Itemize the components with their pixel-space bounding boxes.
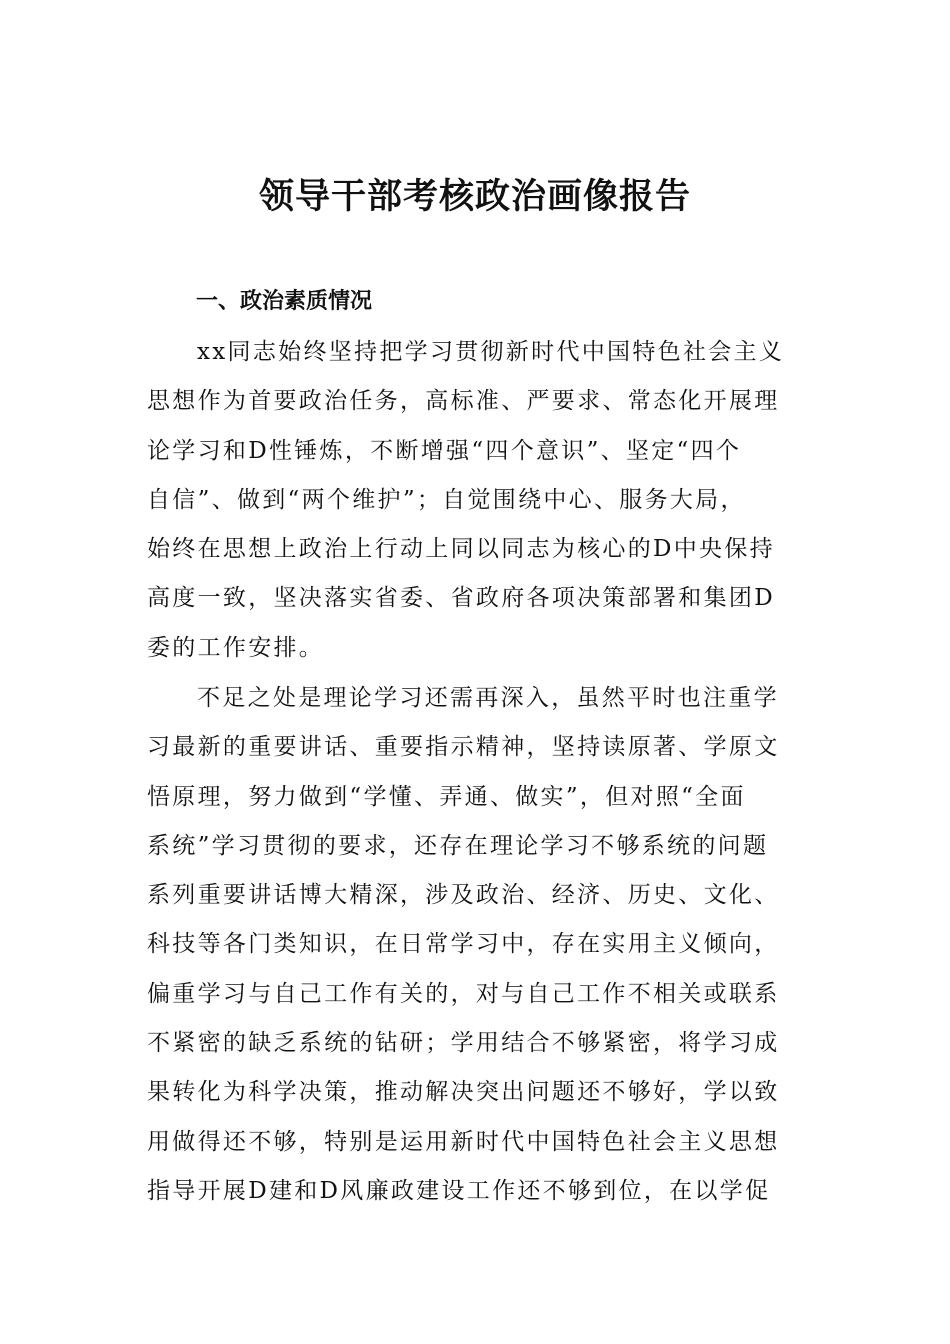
section-heading: 一、政治素质情况 <box>196 289 373 314</box>
paragraph-political-quality <box>147 328 809 673</box>
paragraph-line: 指导开展D建和D风廉政建设工作还不够到位，在以学促 <box>147 1177 771 1204</box>
paragraph-line: 自信”、做到“两个维护”；自觉围绕中心、服务大局， <box>147 486 746 513</box>
paragraph-line: 不紧密的缺乏系统的钻研；学用结合不够紧密，将学习成 <box>147 1030 780 1057</box>
paragraph-line: 习最新的重要讲话、重要指示精神，坚持读原著、学原文 <box>147 734 780 761</box>
paragraph-line: 科技等各门类知识，在日常学习中，存在实用主义倾向， <box>147 931 780 958</box>
paragraph-line: 系统”学习贯彻的要求，还存在理论学习不够系统的问题 <box>147 832 769 859</box>
paragraph-line: 始终在思想上政治上行动上同以同志为核心的D中央保持 <box>147 536 775 563</box>
paragraph-line: 论学习和D性锤炼，不断增强“四个意识”、坚定“四个 <box>147 437 742 464</box>
paragraph-line: 用做得还不够，特别是运用新时代中国特色社会主义思想 <box>147 1128 780 1155</box>
paragraph-line: 悟原理，努力做到“学懂、弄通、做实”，但对照“全面 <box>147 783 746 810</box>
paragraph-line: 果转化为科学决策，推动解决突出问题还不够好，学以致 <box>147 1079 780 1106</box>
paragraph-line: 不足之处是理论学习还需再深入，虽然平时也注重学 <box>197 685 779 711</box>
document-title: 领导干部考核政治画像报告 <box>258 176 691 217</box>
paragraph-line: 思想作为首要政治任务，高标准、严要求、常态化开展理 <box>147 388 780 415</box>
paragraph-line: 系列重要讲话博大精深，涉及政治、经济、历史、文化、 <box>147 882 780 909</box>
paragraph-line: 高度一致，坚决落实省委、省政府各项决策部署和集团D <box>147 585 775 612</box>
paragraph-line: xx同志始终坚持把学习贯彻新时代中国特色社会主义 <box>197 339 785 365</box>
paragraph-shortcomings <box>147 674 809 1216</box>
paragraph-line: 偏重学习与自己工作有关的，对与自己工作不相关或联系 <box>147 980 780 1007</box>
paragraph-line: 委的工作安排。 <box>147 634 325 661</box>
